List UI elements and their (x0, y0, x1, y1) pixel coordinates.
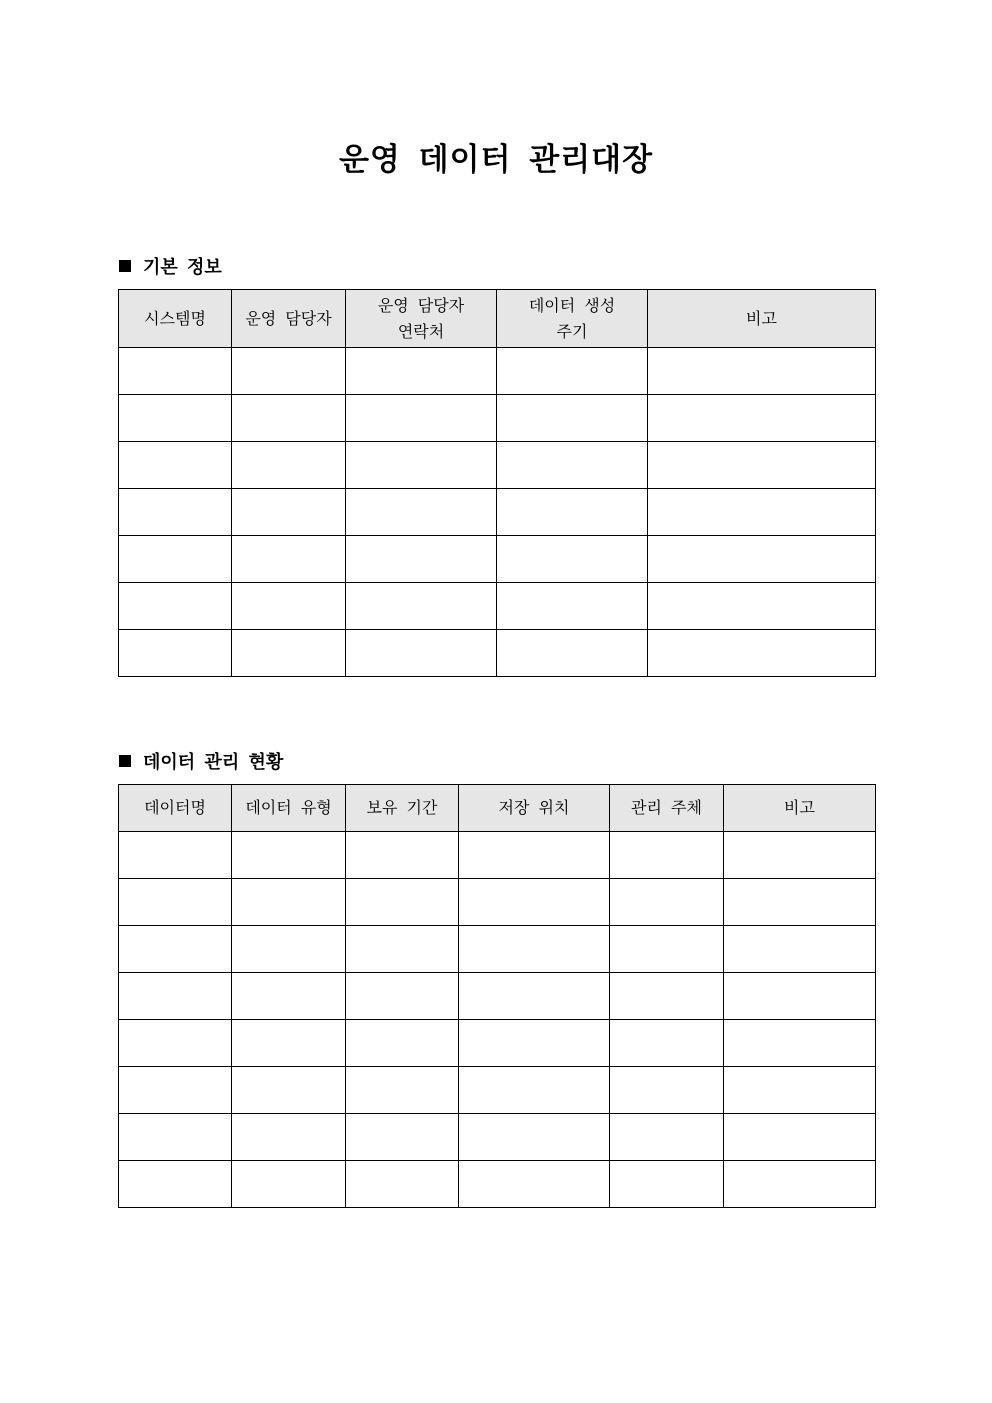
table-cell[interactable] (724, 879, 876, 926)
table-cell[interactable] (724, 926, 876, 973)
column-header (648, 290, 876, 348)
table-cell[interactable] (497, 630, 648, 677)
table-cell[interactable] (497, 583, 648, 630)
document-title: 운영 데이터 관리대장 (338, 142, 654, 178)
table-cell[interactable] (346, 395, 497, 442)
column-header: 데이터 유형 (232, 785, 346, 832)
column-header-label: 시스템명 (144, 308, 206, 328)
table-cell[interactable] (648, 348, 876, 395)
table-cell[interactable] (346, 348, 497, 395)
table-row (119, 536, 876, 583)
table-cell[interactable] (232, 395, 346, 442)
square-bullet-icon (119, 260, 131, 272)
table-header-row (119, 785, 876, 832)
table-cell[interactable] (232, 1161, 346, 1208)
table-row (119, 1020, 876, 1067)
table-cell[interactable] (610, 1067, 724, 1114)
table-cell[interactable] (346, 536, 497, 583)
table-cell[interactable] (610, 973, 724, 1020)
column-header-label: 비고 (746, 308, 777, 328)
column-header: 저장 위치 (459, 785, 610, 832)
table-cell[interactable] (232, 832, 346, 879)
table-cell[interactable] (610, 926, 724, 973)
table-cell[interactable] (459, 1161, 610, 1208)
table-row (119, 832, 876, 879)
table-cell[interactable] (119, 536, 232, 583)
table-cell[interactable] (346, 583, 497, 630)
table-cell[interactable] (648, 442, 876, 489)
table-cell[interactable] (232, 442, 346, 489)
column-header-label-line2: 연락처 (397, 321, 445, 341)
column-header: 관리 주체 (610, 785, 724, 832)
table-cell[interactable] (497, 489, 648, 536)
section-heading-basic-info (119, 253, 222, 279)
basic-info-table (118, 289, 876, 677)
table-cell[interactable] (610, 879, 724, 926)
table-cell[interactable] (232, 348, 346, 395)
table-cell[interactable] (232, 630, 346, 677)
table-cell[interactable] (232, 1020, 346, 1067)
table-cell[interactable] (232, 926, 346, 973)
table-cell[interactable] (232, 1067, 346, 1114)
table-cell[interactable] (232, 536, 346, 583)
table-row (119, 395, 876, 442)
table-row (119, 630, 876, 677)
data-status-table (118, 784, 876, 1208)
table-cell[interactable] (459, 926, 610, 973)
table-cell[interactable] (346, 442, 497, 489)
table-cell[interactable] (610, 1114, 724, 1161)
table-row (119, 348, 876, 395)
table-cell[interactable] (648, 395, 876, 442)
table-row (119, 1161, 876, 1208)
table-cell[interactable] (497, 536, 648, 583)
table-cell[interactable] (459, 1020, 610, 1067)
table-row (119, 926, 876, 973)
table-row (119, 879, 876, 926)
table-cell[interactable] (346, 1161, 459, 1208)
table-cell[interactable] (346, 1020, 459, 1067)
table-cell[interactable] (119, 583, 232, 630)
column-header-label: 데이터 생성 (528, 295, 616, 315)
table-cell[interactable] (119, 348, 232, 395)
table-cell[interactable] (610, 1161, 724, 1208)
column-header (232, 290, 346, 348)
column-header: 보유 기간 (346, 785, 459, 832)
table-cell[interactable] (119, 1161, 232, 1208)
table-cell[interactable] (724, 1020, 876, 1067)
table-cell[interactable] (232, 879, 346, 926)
table-cell[interactable] (648, 489, 876, 536)
table-row (119, 583, 876, 630)
table-cell[interactable] (459, 1067, 610, 1114)
table-cell[interactable] (648, 536, 876, 583)
table-cell[interactable] (724, 832, 876, 879)
table-row (119, 442, 876, 489)
table-cell[interactable] (459, 973, 610, 1020)
table-cell[interactable] (119, 1114, 232, 1161)
table-cell[interactable] (459, 832, 610, 879)
square-bullet-icon (119, 755, 131, 767)
column-header (497, 290, 648, 348)
table-row (119, 1067, 876, 1114)
table-cell[interactable] (119, 973, 232, 1020)
table-cell[interactable] (346, 1114, 459, 1161)
table-row (119, 489, 876, 536)
section-heading-label: 데이터 관리 현황 (143, 752, 284, 773)
table-header-row (119, 290, 876, 348)
column-header: 데이터명 (119, 785, 232, 832)
table-cell[interactable] (724, 1067, 876, 1114)
table-cell[interactable] (119, 832, 232, 879)
table-cell[interactable] (724, 1161, 876, 1208)
table-cell[interactable] (346, 630, 497, 677)
table-cell[interactable] (648, 630, 876, 677)
table-cell[interactable] (232, 1114, 346, 1161)
column-header-label: 운영 담당자 (377, 295, 465, 315)
table-cell[interactable] (610, 832, 724, 879)
table-cell[interactable] (119, 489, 232, 536)
column-header-label: 운영 담당자 (245, 308, 332, 328)
table-cell[interactable] (724, 973, 876, 1020)
column-header-label-line2: 주기 (556, 321, 588, 341)
column-header (119, 290, 232, 348)
table-cell[interactable] (459, 879, 610, 926)
table-cell[interactable] (497, 442, 648, 489)
column-header (346, 290, 497, 348)
table-cell[interactable] (232, 583, 346, 630)
table-cell[interactable] (119, 395, 232, 442)
column-header: 비고 (724, 785, 876, 832)
table-cell[interactable] (610, 1020, 724, 1067)
table-cell[interactable] (346, 926, 459, 973)
table-cell[interactable] (119, 1020, 232, 1067)
table-cell[interactable] (346, 489, 497, 536)
table-cell[interactable] (346, 879, 459, 926)
table-cell[interactable] (497, 395, 648, 442)
table-cell[interactable] (497, 348, 648, 395)
table-cell[interactable] (119, 879, 232, 926)
table-cell[interactable] (346, 973, 459, 1020)
table-row (119, 1114, 876, 1161)
table-cell[interactable] (346, 832, 459, 879)
table-cell[interactable] (648, 583, 876, 630)
table-cell[interactable] (724, 1114, 876, 1161)
table-cell[interactable] (119, 926, 232, 973)
section-heading-label: 기본 정보 (143, 257, 222, 278)
table-cell[interactable] (232, 489, 346, 536)
table-cell[interactable] (119, 442, 232, 489)
table-cell[interactable] (119, 1067, 232, 1114)
table-cell[interactable] (459, 1114, 610, 1161)
section-heading-data-status (119, 748, 283, 774)
table-cell[interactable] (119, 630, 232, 677)
table-cell[interactable] (346, 1067, 459, 1114)
table-row (119, 973, 876, 1020)
table-cell[interactable] (232, 973, 346, 1020)
